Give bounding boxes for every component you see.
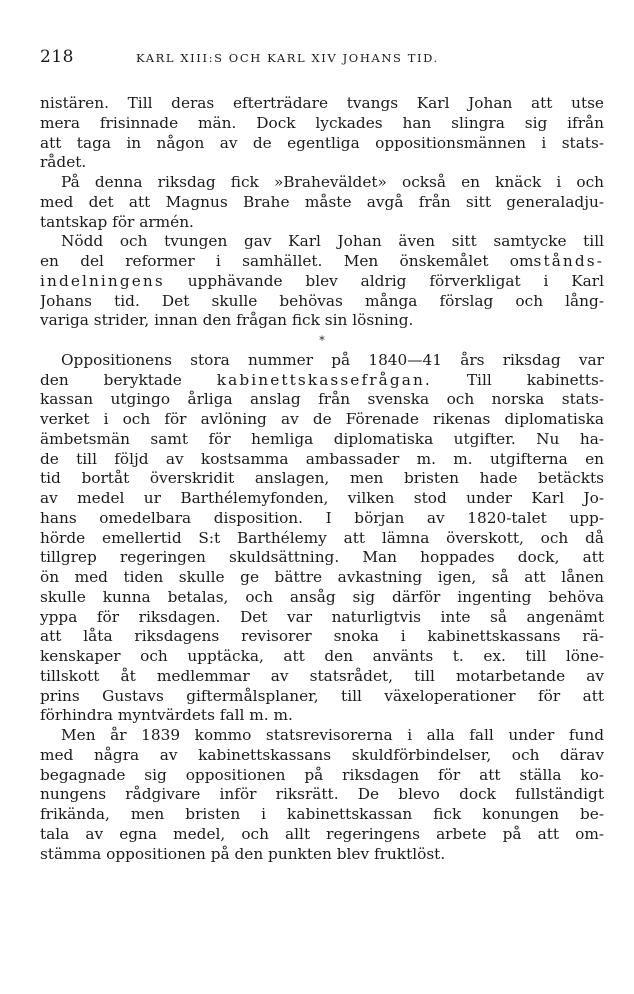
line-text: de till följd av kostsamma ambassader m. m. utgifterna en bbox=[40, 449, 604, 468]
text-line bbox=[40, 766, 604, 786]
line-text: att låta riksdagens revisorer snoka i kabinettskassans rä- bbox=[40, 627, 604, 646]
page-number: 218 bbox=[40, 47, 74, 67]
text-line bbox=[40, 805, 604, 825]
line-text: skulle kunna betalas, och ansåg sig därför ingenting behöva bbox=[40, 587, 604, 606]
line-text-after: Till kabinetts- bbox=[431, 370, 604, 389]
text-line bbox=[40, 213, 604, 233]
text-line bbox=[40, 232, 604, 252]
text-line bbox=[40, 509, 604, 529]
line-text: stämma oppositionen på den punkten blev fruktlöst. bbox=[40, 844, 446, 863]
line-text: kassan utgingo årliga anslag från svenska och norska stats- bbox=[40, 390, 604, 409]
text-line bbox=[40, 746, 604, 766]
line-text: den beryktade bbox=[40, 370, 217, 389]
line-text: frikända, men bristen i kabinettskassan fick konungen be- bbox=[40, 805, 604, 823]
line-text: Nödd och tvungen gav Karl Johan även sitt samtycke till bbox=[61, 232, 604, 251]
text-line bbox=[40, 311, 604, 331]
text-line bbox=[40, 469, 604, 489]
line-text: yppa för riksdagen. Det var naturligtvis inte så angenämt bbox=[40, 607, 604, 626]
line-text: Men år 1839 kommo statsrevisorerna i alla fall under fund bbox=[61, 726, 604, 744]
line-text: nungens rådgivare inför riksrätt. De blevo dock fullständigt bbox=[40, 785, 604, 804]
text-line bbox=[40, 134, 604, 154]
line-text: * bbox=[319, 334, 325, 347]
text-line bbox=[40, 687, 604, 707]
text-line bbox=[40, 647, 604, 667]
text-line bbox=[40, 193, 604, 213]
text-line bbox=[40, 548, 604, 568]
line-text: ön med tiden skulle ge bättre avkastning igen, så att lånen bbox=[40, 568, 604, 586]
line-text: tala av egna medel, och allt regeringens arbete på att om- bbox=[40, 824, 604, 843]
line-text: begagnade sig oppositionen på riksdagen för att ställa ko- bbox=[40, 765, 604, 784]
text-line bbox=[40, 450, 604, 470]
text-line bbox=[40, 252, 604, 272]
text-line bbox=[40, 292, 604, 312]
line-text: tillskott åt medlemmar av statsrådet, till motarbetande av bbox=[40, 666, 604, 685]
line-text: av medel ur Barthélemyfonden, vilken stod under Karl Jo- bbox=[40, 489, 604, 507]
text-line bbox=[40, 173, 604, 193]
text-line bbox=[40, 529, 604, 549]
text-line bbox=[40, 706, 604, 726]
line-text: rådet. bbox=[40, 153, 87, 172]
text-line bbox=[40, 153, 604, 173]
text-line bbox=[40, 845, 604, 865]
text-line bbox=[40, 489, 604, 509]
line-text: mera frisinnade män. Dock lyckades han slingra sig ifrån bbox=[40, 113, 604, 132]
line-text: Johans tid. Det skulle behövas många förslag och lång- bbox=[40, 291, 604, 310]
text-line bbox=[40, 667, 604, 687]
text-line bbox=[40, 627, 604, 647]
line-text: med några av kabinettskassans skuldförbindelser, och därav bbox=[40, 745, 604, 764]
spaced-emphasis: stånds- bbox=[533, 252, 604, 270]
text-line bbox=[40, 726, 604, 746]
text-line bbox=[40, 272, 604, 292]
text-line bbox=[40, 568, 604, 588]
line-text: nistären. Till deras efterträdare tvangs Karl Johan att utse bbox=[40, 94, 604, 112]
text-line bbox=[40, 94, 604, 114]
line-text: tillgrep regeringen skuldsättning. Man hoppades dock, att bbox=[40, 548, 604, 567]
line-text: På denna riksdag fick »Braheväldet» också en knäck i och bbox=[61, 173, 604, 191]
line-text: förhindra myntvärdets fall m. m. bbox=[40, 706, 293, 725]
spaced-emphasis: indelningens bbox=[40, 271, 165, 290]
text-line bbox=[40, 825, 604, 845]
text-line bbox=[40, 371, 604, 391]
running-title: KARL XIII:S OCH KARL XIV JOHANS TID. bbox=[136, 51, 439, 65]
text-line bbox=[40, 785, 604, 805]
text-line bbox=[40, 410, 604, 430]
line-text: variga strider, innan den frågan fick sin lösning. bbox=[40, 311, 414, 330]
line-text: kenskaper och upptäcka, att den använts t. ex. till löne- bbox=[40, 647, 604, 665]
line-text: en del reformer i samhället. Men önskemålet om bbox=[40, 252, 534, 270]
line-text: verket i och för avlöning av de Förenade rikenas diplomatiska bbox=[40, 410, 604, 428]
text-line bbox=[40, 430, 604, 450]
line-text: tid bortåt överskridit anslagen, men bristen hade betäckts bbox=[40, 469, 604, 488]
line-text: tantskap för armén. bbox=[40, 212, 194, 231]
text-line bbox=[40, 588, 604, 608]
page-header bbox=[40, 47, 600, 71]
line-text: hans omedelbara disposition. I början av 1820-talet upp- bbox=[40, 508, 604, 527]
line-text: ämbetsmän samt för hemliga diplomatiska utgifter. Nu ha- bbox=[40, 429, 604, 448]
line-text: hörde emellertid S:t Barthélemy att lämna överskott, och då bbox=[40, 528, 604, 547]
text-line bbox=[40, 390, 604, 410]
text-line bbox=[40, 114, 604, 134]
body-text bbox=[40, 94, 604, 864]
line-text: att taga in någon av de egentliga oppositionsmännen i stats- bbox=[40, 133, 604, 152]
line-text: med det att Magnus Brahe måste avgå från sitt generaladju- bbox=[40, 192, 604, 211]
line-text: prins Gustavs giftermålsplaner, till växeloperationer för att bbox=[40, 686, 604, 705]
text-line bbox=[40, 608, 604, 628]
section-separator bbox=[40, 331, 604, 351]
text-line bbox=[40, 351, 604, 371]
line-text-after: upphävande blev aldrig förverkligat i Karl bbox=[164, 271, 604, 290]
line-text: Oppositionens stora nummer på 1840—41 års riksdag var bbox=[61, 350, 604, 369]
spaced-emphasis: kabinettskassefrågan. bbox=[216, 370, 432, 389]
